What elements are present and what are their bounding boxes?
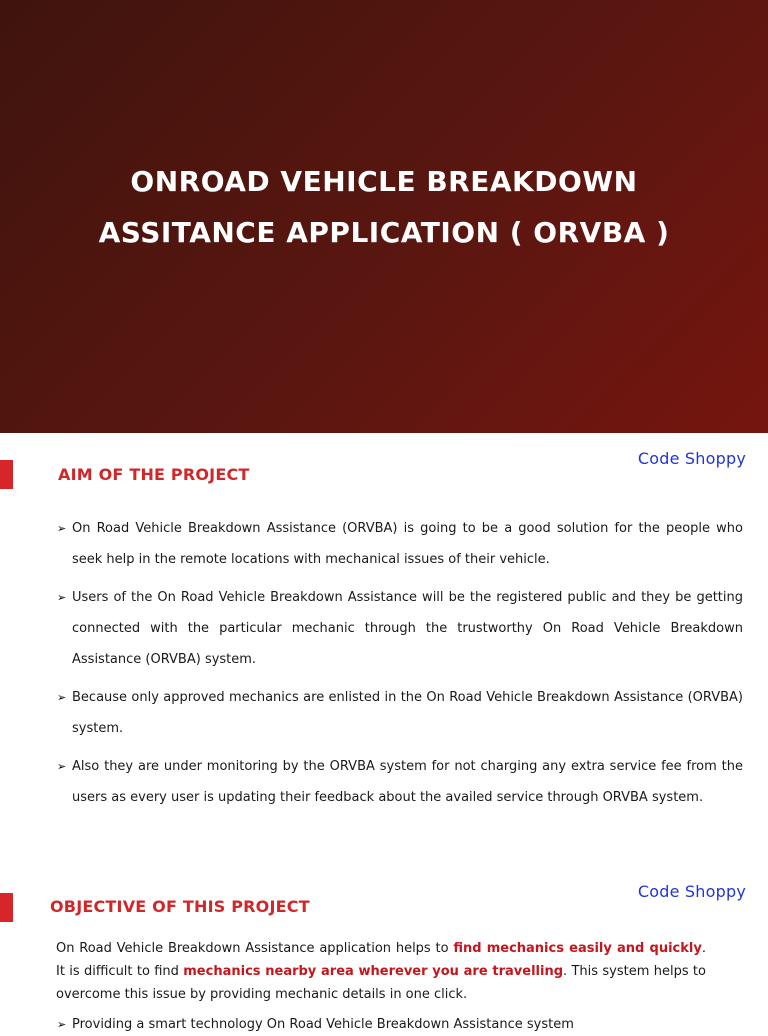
list-item bbox=[57, 582, 743, 675]
arrow-bullet-icon: ➢ bbox=[57, 1018, 67, 1031]
bullet-text: Providing a smart technology On Road Vehicle Breakdown Assistance system bbox=[72, 1017, 574, 1032]
title-line-2: ASSITANCE APPLICATION ( ORVBA ) bbox=[98, 216, 670, 249]
aim-bullet-list bbox=[57, 513, 743, 820]
brand-label: Code Shoppy bbox=[637, 449, 746, 468]
list-item bbox=[57, 1013, 574, 1036]
section-marker bbox=[0, 460, 13, 489]
arrow-bullet-icon: ➢ bbox=[57, 522, 67, 535]
bullet-text: On Road Vehicle Breakdown Assistance (ORVBA) is going to be a good solution for the people who seek help in the remote locations with mechanical issues of their vehicle. bbox=[72, 521, 743, 567]
highlight-text: mechanics nearby area wherever you are travelling bbox=[183, 964, 564, 979]
paragraph-text: . It is difficult to find bbox=[56, 941, 706, 979]
list-item bbox=[57, 513, 743, 575]
arrow-bullet-icon: ➢ bbox=[57, 691, 67, 704]
list-item bbox=[57, 751, 743, 813]
document-title bbox=[0, 156, 768, 258]
title-banner bbox=[0, 0, 768, 433]
paragraph-text: . This system helps to overcome this issue by providing mechanic details in one click. bbox=[56, 964, 706, 1002]
section-heading-aim: AIM OF THE PROJECT bbox=[58, 465, 250, 484]
highlight-text: find mechanics easily and quickly bbox=[453, 941, 702, 956]
title-line-1: ONROAD VEHICLE BREAKDOWN bbox=[130, 165, 638, 198]
arrow-bullet-icon: ➢ bbox=[57, 760, 67, 773]
brand-label: Code Shoppy bbox=[637, 882, 746, 901]
objective-paragraph bbox=[56, 937, 706, 1006]
arrow-bullet-icon: ➢ bbox=[57, 591, 67, 604]
bullet-text: Also they are under monitoring by the ORVBA system for not charging any extra service fee from the users as every user is updating their feedback about the availed service through ORVBA system. bbox=[72, 759, 743, 805]
section-marker bbox=[0, 893, 13, 922]
bullet-text: Users of the On Road Vehicle Breakdown Assistance will be the registered public and they be getting connected with the particular mechanic through the trustworthy On Road Vehicle Breakdown Assistance (ORVBA) system. bbox=[72, 590, 743, 667]
bullet-text: Because only approved mechanics are enlisted in the On Road Vehicle Breakdown Assistance (ORVBA) system. bbox=[72, 690, 743, 736]
list-item bbox=[57, 682, 743, 744]
section-heading-objective: OBJECTIVE OF THIS PROJECT bbox=[50, 897, 310, 916]
paragraph-text: On Road Vehicle Breakdown Assistance application helps to bbox=[56, 941, 454, 956]
